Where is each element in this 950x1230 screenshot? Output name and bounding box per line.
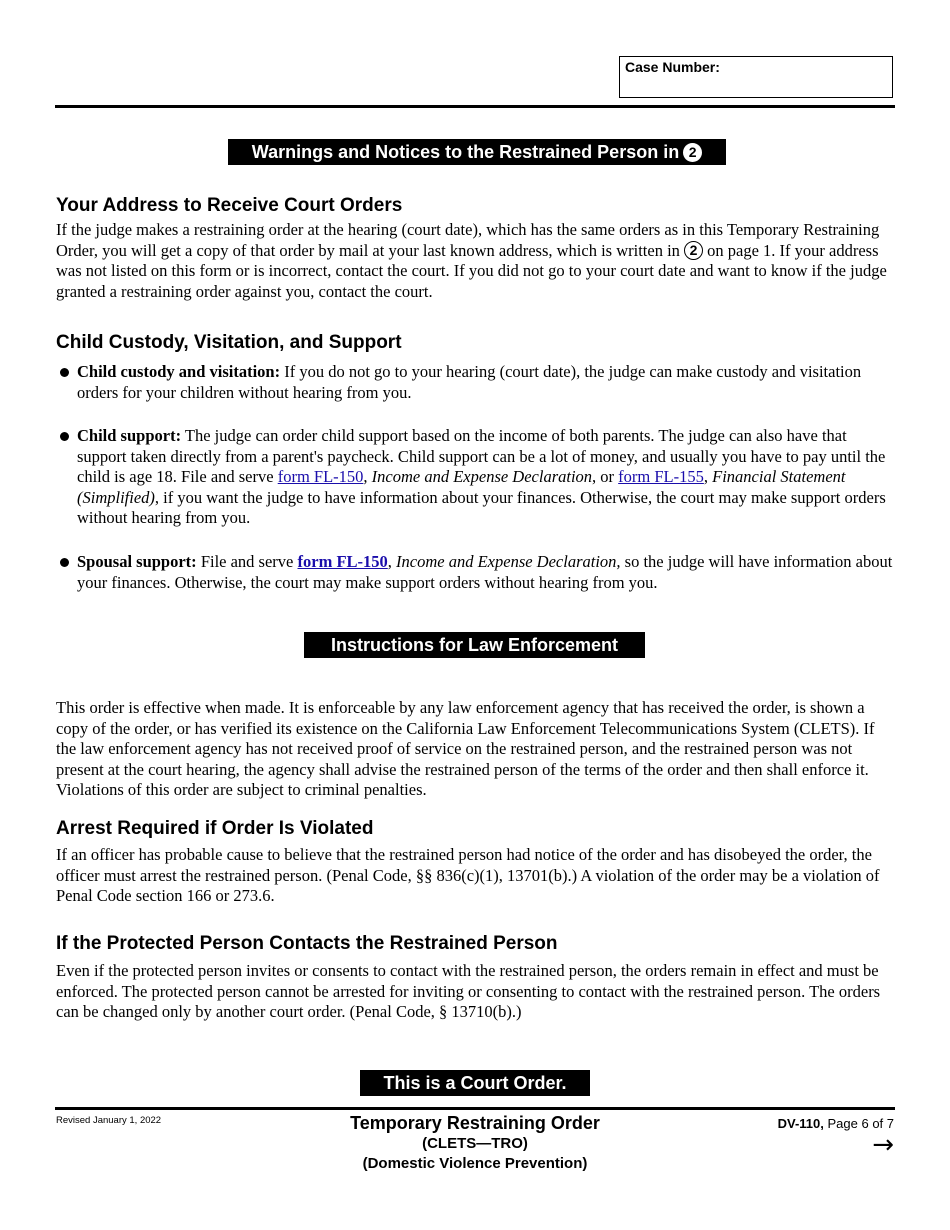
address-text-a: If the judge makes a restraining order at the hearing (court date), which has the same orders as in this Temporary Restraining Order, you will get a copy of that order by mail at your last known address, which is written in	[56, 220, 880, 260]
spousal-income-expense-title: Income and Expense Declaration,	[396, 552, 621, 571]
child-support-bullet: Child support: The judge can order child support based on the income of both parents. The judge can also have that support taken directly from a parent's paycheck. Child support can be a lot of money, and usually you have to pay until the child is age 18. File and serve form FL-150, Income and Expense Declaration, or form FL-155, Financial Statement (Simplified), if you want the judge to have information about your finances. Otherwise, the court may make support orders without hearing from you.	[60, 426, 900, 529]
page-indicator	[778, 1116, 894, 1131]
spousal-support-label: Spousal support:	[77, 552, 197, 571]
spousal-support-bullet: Spousal support: File and serve form FL-150, Income and Expense Declaration, so the judge will have information about your finances. Otherwise, the court may make support orders without hearing from you.	[60, 552, 900, 593]
child-support-text-c: , if you want the judge to have information about your finances. Otherwise, the court may make support orders without hearing from you.	[77, 487, 886, 528]
form-fl155-link[interactable]: form FL-155	[618, 467, 704, 487]
page-number: Page 6 of 7	[827, 1116, 894, 1131]
revised-date: Revised January 1, 2022	[56, 1115, 162, 1126]
case-number-label: Case Number:	[625, 59, 720, 75]
form-subtitle-dvp: (Domestic Violence Prevention)	[362, 1155, 588, 1172]
footer-divider	[55, 1107, 895, 1110]
child-support-label: Child support:	[77, 426, 182, 445]
bullet-icon	[60, 558, 69, 567]
form-title: Temporary Restraining Order	[350, 1113, 600, 1133]
header-divider	[55, 105, 895, 108]
warnings-banner-text: Warnings and Notices to the Restrained Person in	[251, 142, 680, 162]
form-fl150-link[interactable]: form FL-150	[277, 467, 364, 487]
court-order-banner: This is a Court Order.	[360, 1070, 590, 1096]
form-title-block	[325, 1112, 625, 1174]
income-expense-title: Income and Expense Declaration	[371, 467, 593, 487]
address-paragraph	[56, 220, 896, 302]
arrest-paragraph: If an officer has probable cause to believe that the restrained person had notice of the order and has disobeyed the order, the officer must arrest the restrained person. (Penal Code, §§ 836(c)(1), 13701(b).) A violation of the order may be a violation of Penal Code section 166 or 273.6.	[56, 845, 880, 906]
form-id: DV-110,	[777, 1116, 824, 1131]
bullet-icon	[60, 368, 69, 377]
child-support-text-a: The judge can order child support based on the income of both parents. The judge can also have that support taken directly from a parent's paycheck. Child support can be a lot of money, and usually you have to pay until the child is age 18. File and serve	[77, 426, 886, 487]
law-enforcement-paragraph: This order is effective when made. It is enforceable by any law enforcement agency that has received the order, is shown a copy of the order, or has verified its existence on the California Law Enforcement Telecommunications System (CLETS). If the law enforcement agency has not received proof of service on the restrained person, and the restrained person was not present at the court hearing, the agency shall advise the restrained person of the terms of the order and then shall enforce it. Violations of this order are subject to criminal penalties.	[56, 698, 875, 800]
address-heading: Your Address to Receive Court Orders	[56, 195, 403, 216]
contact-paragraph: Even if the protected person invites or consents to contact with the restrained person, the orders remain in effect and must be enforced. The protected person cannot be arrested for inviting or consenting to contact with the restrained person. The orders can be changed only by another court order. (Penal Code, § 13710(b).)	[56, 961, 881, 1022]
custody-text: If you do not go to your hearing (court date), the judge can make custody and visitation orders for your children without hearing from you.	[77, 362, 862, 402]
custody-heading: Child Custody, Visitation, and Support	[56, 332, 402, 353]
item-2-circle-icon: 2	[683, 143, 702, 162]
child-support-text-b: , or	[592, 467, 615, 487]
contact-heading: If the Protected Person Contacts the Restrained Person	[56, 933, 558, 954]
case-number-field[interactable]	[619, 56, 893, 98]
next-page-arrow-icon[interactable]: →	[872, 1130, 894, 1160]
warnings-banner	[228, 139, 726, 165]
bullet-icon	[60, 432, 69, 441]
financial-statement-title: Financial Statement (Simplified)	[77, 467, 846, 507]
law-enforcement-banner: Instructions for Law Enforcement	[304, 632, 645, 658]
address-text-b: on page 1. If your address was not listed on this form or is incorrect, contact the court. If you did not go to your court date and want to know if the judge granted a restraining order against you, contact the court.	[56, 240, 887, 301]
spousal-text-a: File and serve	[200, 552, 294, 571]
custody-label: Child custody and visitation:	[77, 362, 281, 381]
spousal-text-b: so the judge will have information about your finances. Otherwise, the court may make support orders without hearing from you.	[77, 552, 893, 592]
spousal-form-fl150-link[interactable]: form FL-150	[297, 552, 388, 571]
custody-bullet	[60, 362, 900, 403]
arrest-heading: Arrest Required if Order Is Violated	[56, 818, 374, 839]
item-2-reference-icon: 2	[684, 241, 703, 260]
form-subtitle-clets: (CLETS—TRO)	[422, 1135, 528, 1152]
